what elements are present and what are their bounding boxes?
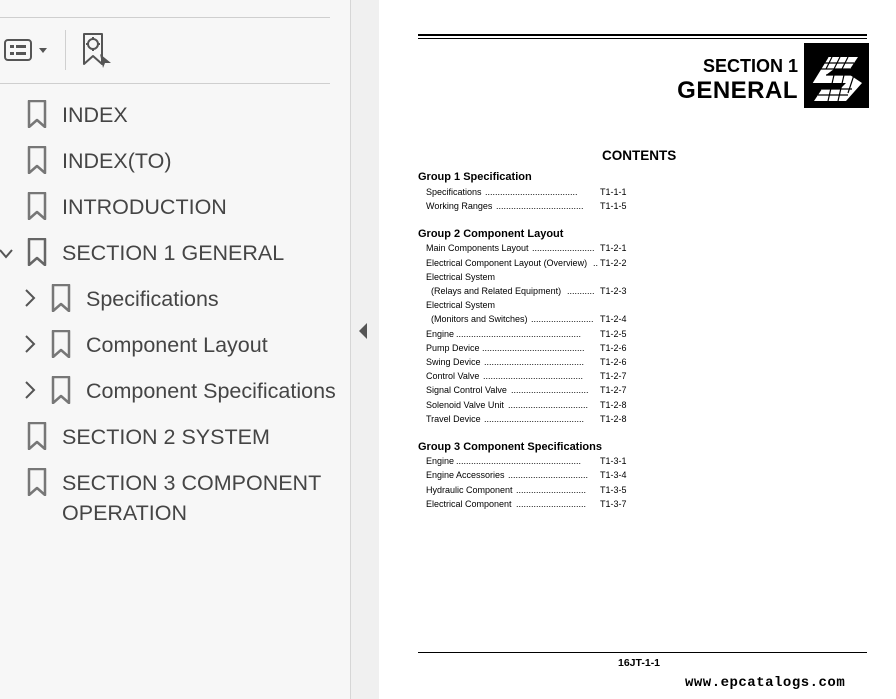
toc-entry-name: Hydraulic Component xyxy=(426,485,513,495)
toc-entry-page: T1-1-5 xyxy=(600,201,627,211)
bookmark-label: INDEX(TO) xyxy=(62,149,172,173)
toc-entry-name: Signal Control Valve xyxy=(426,385,507,395)
toc-dots: ................................ xyxy=(508,470,589,480)
toc-dots: ......................... xyxy=(532,243,595,253)
toc-entry-name: Electrical Component xyxy=(426,499,512,509)
toc-group-title: Group 2 Component Layout xyxy=(418,228,564,240)
toc-dots: ........................................ xyxy=(483,371,584,381)
toc-dots: ............................... xyxy=(511,385,589,395)
bookmark-item-component-specifications[interactable] xyxy=(0,376,345,406)
find-bookmark-icon xyxy=(78,30,118,70)
bookmark-icon xyxy=(50,330,72,358)
bookmark-label-line-2: OPERATION xyxy=(62,501,188,525)
chevron-right-icon[interactable] xyxy=(22,380,38,400)
section-logo xyxy=(804,43,869,108)
bookmark-options-icon xyxy=(2,35,52,65)
footer-rule xyxy=(418,652,867,653)
toc-dots: ................................... xyxy=(496,201,584,211)
bookmark-item-specifications[interactable] xyxy=(0,284,345,314)
bookmark-label: Component Specifications xyxy=(86,379,336,403)
toc-dots: ..................................... xyxy=(485,187,578,197)
bookmark-icon xyxy=(26,238,48,266)
toc-entry-name: (Relays and Related Equipment) xyxy=(431,286,562,296)
toc-entry-name: Solenoid Valve Unit xyxy=(426,400,504,410)
bookmark-label-line-1: SECTION 3 COMPONENT xyxy=(62,471,322,495)
bookmark-item-section-1-general[interactable] xyxy=(0,238,345,268)
toc-entry-page: T1-2-1 xyxy=(600,243,627,253)
toc-dots: ........................................ xyxy=(484,357,585,367)
toc-entry-page: T1-2-6 xyxy=(600,343,627,353)
toc-dots: ........... xyxy=(567,286,595,296)
header-rule-thick xyxy=(418,34,867,36)
bookmark-label: SECTION 2 SYSTEM xyxy=(62,425,270,449)
toc-entry-page: T1-2-3 xyxy=(600,286,627,296)
bookmark-item-component-layout[interactable] xyxy=(0,330,345,360)
toc-entry-page: T1-2-8 xyxy=(600,400,627,410)
watermark-text: www.epcatalogs.com xyxy=(685,675,846,691)
chevron-right-icon[interactable] xyxy=(22,334,38,354)
toc-dots: .................................................. xyxy=(456,456,582,466)
toc-dots: .. xyxy=(593,258,599,268)
toc-dots: ......................... xyxy=(531,314,594,324)
toc-dots: ............................ xyxy=(516,499,587,509)
toc-dots: ............................ xyxy=(516,485,587,495)
toc-entry-name: Engine Accessories xyxy=(426,470,505,480)
header-rule-thin xyxy=(418,38,867,39)
panel-gutter xyxy=(351,0,379,699)
bookmark-icon xyxy=(50,376,72,404)
toc-entry-page: T1-2-8 xyxy=(600,414,627,424)
bookmark-icon xyxy=(50,284,72,312)
document-page xyxy=(380,0,896,699)
bookmark-label: SECTION 1 GENERAL xyxy=(62,241,285,265)
section-number: SECTION 1 xyxy=(702,56,798,76)
bookmark-item-section-2-system[interactable] xyxy=(0,422,345,452)
toc-dots: ........................................ xyxy=(484,414,585,424)
toc-entry-name: Pump Device xyxy=(426,343,480,353)
section-logo-icon xyxy=(804,43,869,108)
bookmark-label: INDEX xyxy=(62,103,128,127)
toc-group-title: Group 3 Component Specifications xyxy=(418,441,602,453)
chevron-right-icon[interactable] xyxy=(22,288,38,308)
toc-entry-page: T1-2-7 xyxy=(600,385,627,395)
toc-entry-name: Specifications xyxy=(426,187,482,197)
toolbar-divider xyxy=(0,83,330,84)
toc-entry-name: Electrical System xyxy=(426,272,496,282)
bookmark-item-introduction[interactable] xyxy=(0,192,345,222)
chevron-down-icon[interactable] xyxy=(0,244,14,264)
bookmark-icon xyxy=(26,100,48,128)
toc-entry-page: T1-3-4 xyxy=(600,470,627,480)
bookmark-options-button[interactable] xyxy=(2,35,52,65)
bookmark-label: INTRODUCTION xyxy=(62,195,227,219)
toc-entry-name: Electrical System xyxy=(426,300,496,310)
bookmark-item-section-3-component-operation[interactable] xyxy=(0,468,345,528)
section-name: GENERAL xyxy=(677,77,798,104)
collapse-panel-icon xyxy=(356,320,370,342)
bookmark-item-index-to[interactable] xyxy=(0,146,345,176)
toc-entry-name: Main Components Layout xyxy=(426,243,529,253)
toc-entry-name: Control Valve xyxy=(426,371,480,381)
bookmark-label: Component Layout xyxy=(86,333,268,357)
toc-dots: ......................................... xyxy=(482,343,585,353)
toc-dots: ................................ xyxy=(508,400,589,410)
toolbar-separator xyxy=(65,30,66,70)
toc-entry-name: Working Ranges xyxy=(426,201,493,211)
page-footer-code: 16JT-1-1 xyxy=(618,657,661,669)
toc-entry-page: T1-2-2 xyxy=(600,258,627,268)
toc-entry-page: T1-2-5 xyxy=(600,329,627,339)
collapse-panel-button[interactable] xyxy=(356,320,370,342)
toc-entry-name: Engine xyxy=(426,329,455,339)
toc-entry-page: T1-3-5 xyxy=(600,485,627,495)
bookmark-icon xyxy=(26,192,48,220)
bookmark-icon xyxy=(26,146,48,174)
toc-dots: .................................................. xyxy=(456,329,582,339)
toc-entry-page: T1-3-7 xyxy=(600,499,627,509)
contents-title: CONTENTS xyxy=(602,148,677,163)
bookmarks-panel xyxy=(0,0,351,699)
toc-entry-page: T1-2-4 xyxy=(600,314,627,324)
toc-entry-page: T1-1-1 xyxy=(600,187,627,197)
bookmark-icon xyxy=(26,468,48,496)
toc-entry-page: T1-2-6 xyxy=(600,357,627,367)
toc-entry-page: T1-3-1 xyxy=(600,456,627,466)
bookmark-item-index[interactable] xyxy=(0,100,345,130)
toc-group-title: Group 1 Specification xyxy=(418,171,532,183)
toc-entry-name: Engine xyxy=(426,456,455,466)
toc-entry-name: Electrical Component Layout (Overview) xyxy=(426,258,588,268)
toc-entry-name: Travel Device xyxy=(426,414,481,424)
toc-entry-name: Swing Device xyxy=(426,357,481,367)
bookmark-icon xyxy=(26,422,48,450)
bookmark-label: Specifications xyxy=(86,287,219,311)
panel-top-divider xyxy=(0,17,330,18)
toc-entry-name: (Monitors and Switches) xyxy=(431,314,528,324)
toc-entry-page: T1-2-7 xyxy=(600,371,627,381)
find-current-bookmark-button[interactable] xyxy=(78,30,118,70)
